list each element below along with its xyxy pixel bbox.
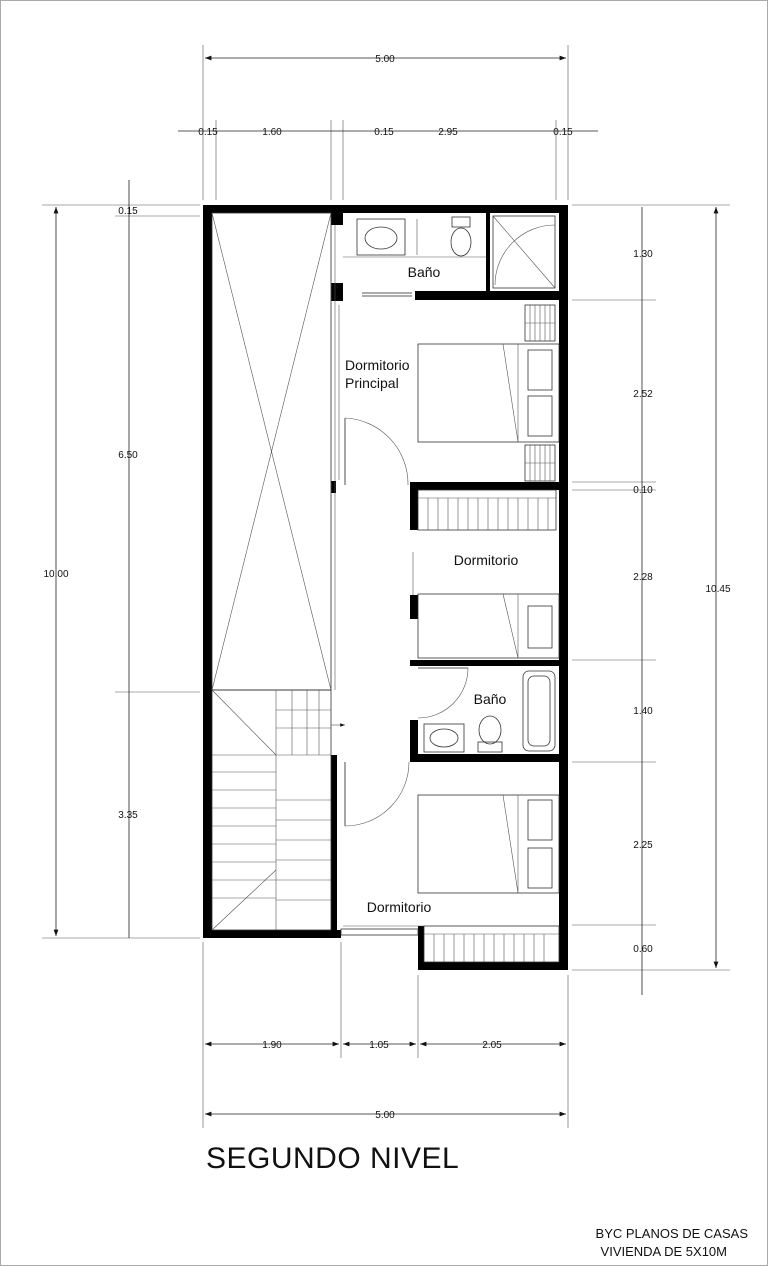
dim-left-outer: 10.00 <box>43 569 69 580</box>
double-bed-icon <box>418 344 559 442</box>
single-bed-icon <box>418 594 559 658</box>
window <box>341 929 418 935</box>
dim-bottom-0: 1.90 <box>262 1040 282 1051</box>
dim-right-4: 1.40 <box>633 706 653 717</box>
dim-top-2: 0.15 <box>374 127 394 138</box>
plan-title: SEGUNDO NIVEL <box>206 1142 460 1175</box>
room-label-bedroom-2: Dormitorio <box>453 552 519 568</box>
bedroom-2 <box>413 490 559 658</box>
room-label-bath-1: Baño <box>407 264 441 280</box>
room-label-master-2: Principal <box>345 375 399 391</box>
dim-top-4: 0.15 <box>553 127 573 138</box>
sink-icon <box>424 724 464 752</box>
room-label-bedroom-3: Dormitorio <box>366 899 432 915</box>
dim-bottom-1: 1.05 <box>369 1040 389 1051</box>
brand-line-2: VIVIENDA DE 5X10M <box>600 1244 727 1259</box>
nightstand-icon <box>525 445 555 481</box>
dim-top-3: 2.95 <box>438 127 458 138</box>
dim-top-1: 1.60 <box>262 127 282 138</box>
closet-icon <box>418 490 556 530</box>
door-swing <box>345 418 408 485</box>
nightstand-icon <box>525 305 555 341</box>
dim-left-2: 3.35 <box>118 810 138 821</box>
top-dimensions <box>178 45 598 200</box>
dim-right-2: 0.10 <box>633 485 653 496</box>
dim-right-3: 2.28 <box>633 572 653 583</box>
toilet-icon <box>478 716 502 752</box>
dim-right-outer: 10.45 <box>705 584 731 595</box>
dim-bottom-total: 5.00 <box>375 1110 395 1121</box>
dim-bottom-2: 2.05 <box>482 1040 502 1051</box>
shower-icon <box>493 216 555 288</box>
bedroom-3 <box>341 762 559 962</box>
dim-right-6: 0.60 <box>633 944 653 955</box>
bathroom-2 <box>418 668 555 752</box>
walls <box>203 205 568 970</box>
dim-right-0: 1.30 <box>633 249 653 260</box>
door-swing <box>345 762 409 826</box>
brand-line-1: BYC PLANOS DE CASAS <box>595 1226 748 1241</box>
sink-icon <box>357 219 405 255</box>
closet-icon <box>424 926 559 962</box>
dim-left-0: 0.15 <box>118 206 138 217</box>
double-height-void <box>212 213 331 690</box>
master-bedroom <box>345 305 559 485</box>
bathtub-icon <box>523 671 555 751</box>
room-label-bath-2: Baño <box>473 691 507 707</box>
door-swing <box>418 668 468 718</box>
double-bed-icon <box>418 795 559 893</box>
dim-right-5: 2.25 <box>633 840 653 851</box>
left-dimensions <box>42 180 200 938</box>
dim-top-0: 0.15 <box>198 127 218 138</box>
bathroom-1 <box>343 216 555 296</box>
dim-top-total: 5.00 <box>375 54 395 65</box>
page-border <box>1 1 768 1266</box>
right-dimensions <box>572 205 731 995</box>
room-label-master-1: Dormitorio <box>345 357 410 373</box>
staircase <box>212 690 345 930</box>
toilet-icon <box>451 217 471 256</box>
dim-right-1: 2.52 <box>633 389 653 400</box>
dim-left-1: 6.50 <box>118 450 138 461</box>
